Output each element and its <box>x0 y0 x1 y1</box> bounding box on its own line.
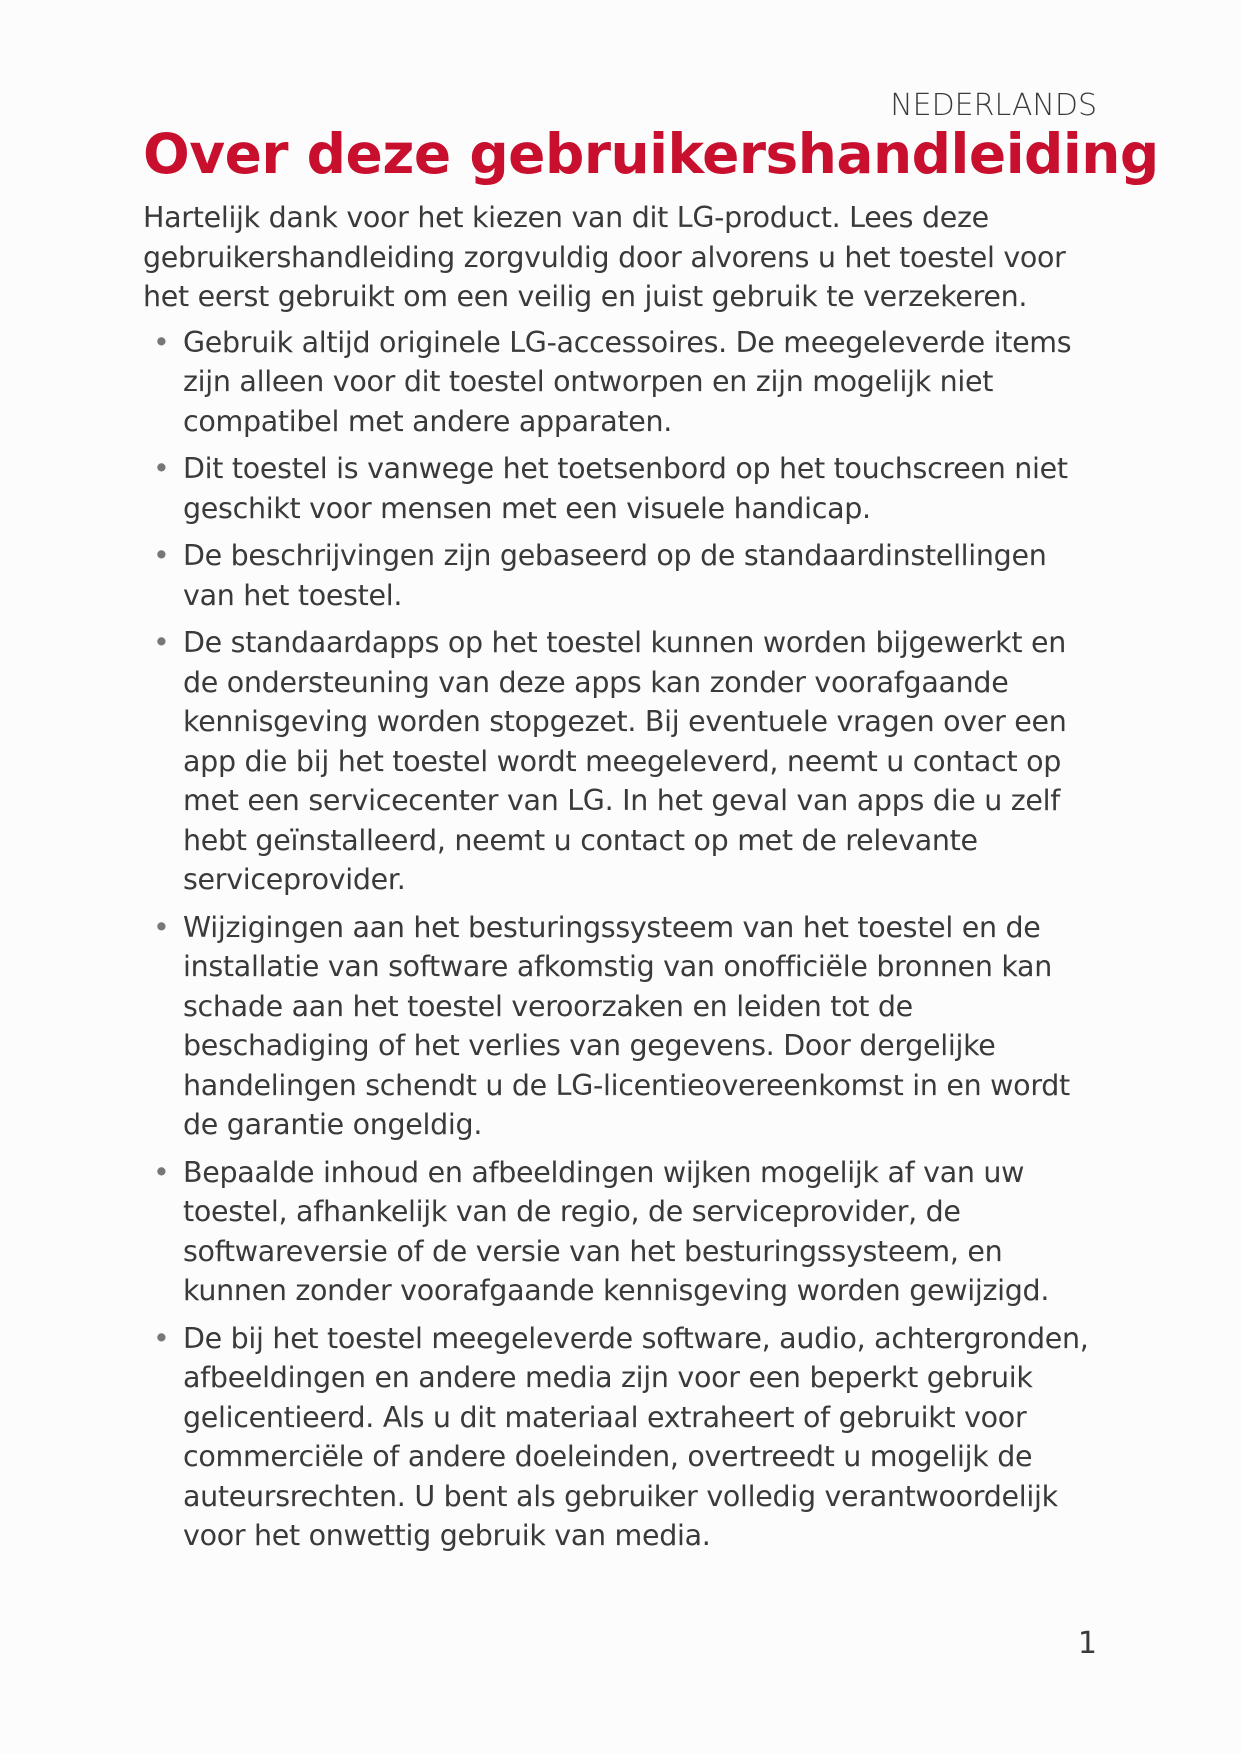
list-item <box>143 1153 1103 1311</box>
bullet-icon: • <box>153 452 170 485</box>
body-content <box>143 198 1103 1564</box>
list-item-text: Dit toestel is vanwege het toetsenbord op het touchscreen niet geschikt voor mensen met een visuele handicap. <box>183 452 1068 525</box>
bullet-icon: • <box>153 1321 170 1355</box>
list-item <box>143 449 1103 528</box>
list-item-text: De bij het toestel meegeleverde software, audio, achtergronden, afbeeldingen en andere media zijn voor een beperkt gebruik gelicentieerd. Als u dit materiaal extraheert of gebruikt voor commerciële of andere doeleinden, overtreedt u mogelijk de auteursrechten. U bent als gebruiker volledig verantwoordelijk voor het onwettig gebruik van media. <box>183 1321 1089 1552</box>
bullet-icon: • <box>153 910 170 944</box>
list-item <box>143 623 1103 900</box>
list-item <box>143 1319 1103 1556</box>
language-label: NEDERLANDS <box>890 88 1097 123</box>
page-title: Over deze gebruikershandleiding <box>143 122 1159 186</box>
bullet-list <box>143 323 1103 1556</box>
list-item-text: De beschrijvingen zijn gebaseerd op de standaardinstellingen van het toestel. <box>183 539 1047 612</box>
list-item <box>143 908 1103 1145</box>
bullet-icon: • <box>153 626 170 659</box>
intro-paragraph: Hartelijk dank voor het kiezen van dit LG-product. Lees deze gebruikershandleiding zorgvuldig door alvorens u het toestel voor het eerst gebruikt om een veilig en juist gebruik te verzekeren. <box>143 201 1066 313</box>
page-number: 1 <box>1077 1626 1097 1661</box>
list-item-text: Wijzigingen aan het besturingssysteem van het toestel en de installatie van software afkomstig van onofficiële bronnen kan schade aan het toestel veroorzaken en leiden tot de beschadiging of het verlies van gegevens. Door dergelijke handelingen schendt u de LG-licentieovereenkomst in en wordt de garantie ongeldig. <box>183 910 1070 1141</box>
list-item-text: Bepaalde inhoud en afbeeldingen wijken mogelijk af van uw toestel, afhankelijk van de regio, de serviceprovider, de softwareversie of de versie van het besturingssysteem, en kunnen zonder voorafgaande kennisgeving worden gewijzigd. <box>183 1155 1050 1307</box>
list-item-text: Gebruik altijd originele LG-accessoires. De meegeleverde items zijn alleen voor dit toestel ontworpen en zijn mogelijk niet compatibel met andere apparaten. <box>183 325 1072 438</box>
list-item <box>143 536 1103 615</box>
bullet-icon: • <box>153 539 170 572</box>
list-item-text: De standaardapps op het toestel kunnen worden bijgewerkt en de ondersteuning van deze apps kan zonder voorafgaande kennisgeving worden stopgezet. Bij eventuele vragen over een app die bij het toestel wordt meegeleverd, neemt u contact op met een servicecenter van LG. In het geval van apps die u zelf hebt geïnstalleerd, neemt u contact op met de relevante serviceprovider. <box>183 626 1067 896</box>
bullet-icon: • <box>153 325 170 359</box>
bullet-icon: • <box>153 1155 170 1189</box>
list-item <box>143 323 1103 442</box>
